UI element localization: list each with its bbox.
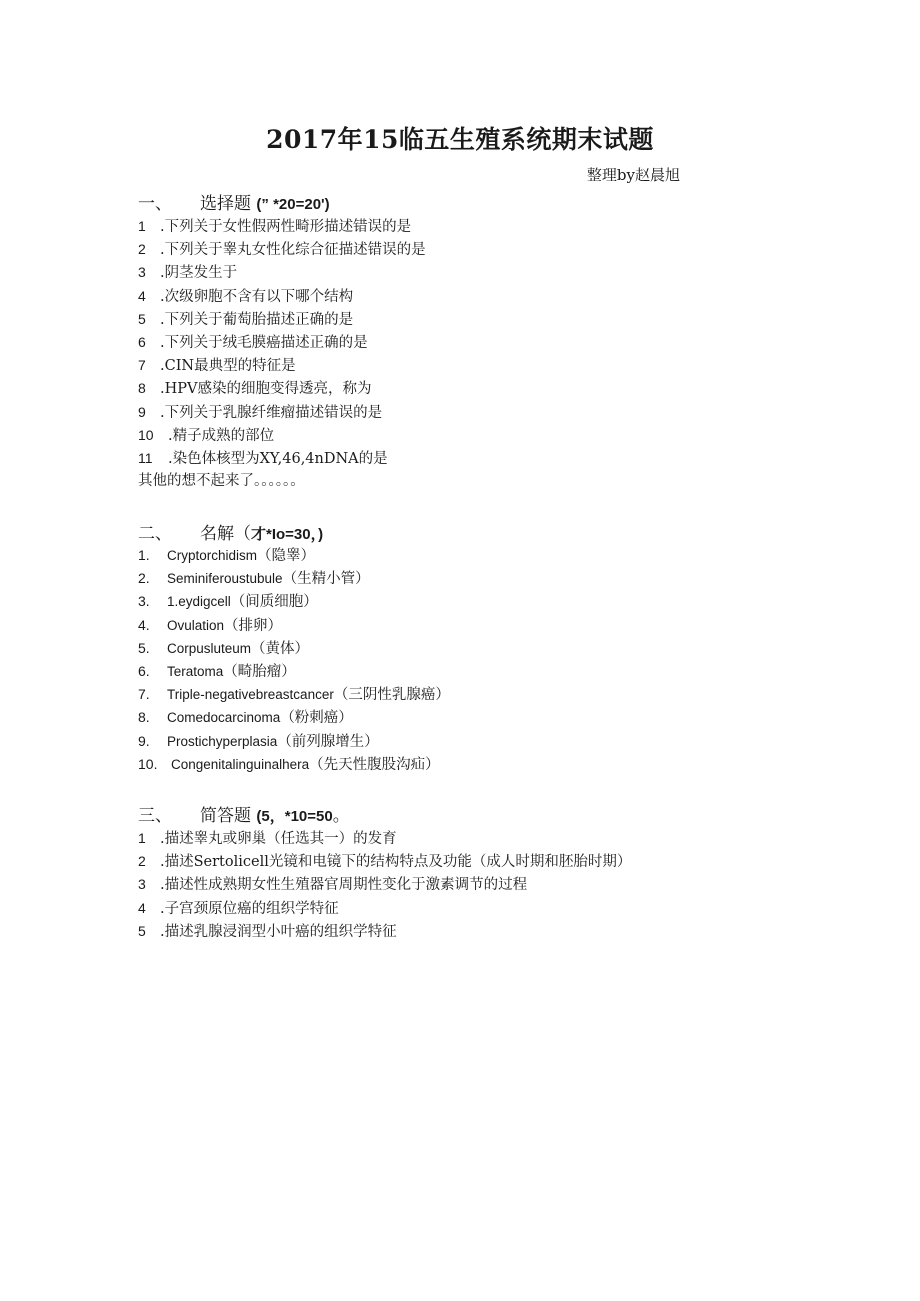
list-item: 4. Ovulation（排卵） xyxy=(138,616,283,634)
section-2-list xyxy=(138,544,450,776)
list-item: 2 .描述Sertolicell光镜和电镜下的结构特点及功能（成人时期和胚胎时期） xyxy=(138,853,632,871)
list-item: 5 .下列关于葡萄胎描述正确的是 xyxy=(138,310,354,328)
author-credit: 整理by赵晨旭 xyxy=(586,166,680,184)
section-3-tail: 。 xyxy=(332,806,350,826)
list-item: 9 .下列关于乳腺纤维瘤描述错误的是 xyxy=(138,403,383,421)
list-item: 6. Teratoma（畸胎瘤） xyxy=(138,662,296,680)
page-title: 2017年15临五生殖系统期末试题 xyxy=(266,125,654,154)
list-item: 6 .下列关于绒毛膜癌描述正确的是 xyxy=(138,333,368,351)
list-item: 1. Cryptorchidism（隐睾） xyxy=(138,547,316,564)
section-2-heading xyxy=(138,519,323,544)
list-item: 8. Comedocarcinoma（粉刺癌） xyxy=(138,709,353,727)
list-item: 7. Triple-negativebreastcancer（三阴性乳腺癌） xyxy=(138,686,450,704)
section-1-list xyxy=(138,215,426,470)
section-3-heading xyxy=(138,801,350,826)
section-3-number: 三、 xyxy=(138,806,172,826)
section-2-points: 才*Io=30，) xyxy=(251,526,324,543)
section-1-footer: 其他的想不起来了。。。。。。 xyxy=(138,473,305,489)
list-item: 3 .描述性成熟期女性生殖器官周期性变化于激素调节的过程 xyxy=(138,876,528,894)
section-3-title: 简答题 xyxy=(200,806,251,826)
section-3-points: (5，*10=50 xyxy=(256,808,333,825)
list-item: 5. Corpusluteum（黄体） xyxy=(138,639,310,657)
list-item: 9. Prostichyperplasia（前列腺增生） xyxy=(138,732,379,750)
section-1-title: 选择题 xyxy=(200,194,251,214)
section-3-list xyxy=(138,827,631,943)
list-item: 11 .染色体核型为XY,46,4nDNA的是 xyxy=(138,449,388,467)
section-1-number: 一、 xyxy=(138,194,172,214)
list-item: 3. 1.eydigcell（间质细胞） xyxy=(138,593,318,611)
section-2-number: 二、 xyxy=(138,524,172,544)
list-item: 5 .描述乳腺浸润型小叶癌的组织学特征 xyxy=(138,922,397,940)
list-item: 2 .下列关于睾丸女性化综合征描述错误的是 xyxy=(138,241,426,259)
list-item: 4 .次级卵胞不含有以下哪个结构 xyxy=(138,287,354,305)
section-1-points: (” *20=20') xyxy=(256,196,330,213)
list-item: 4 .子宫颈原位癌的组织学特征 xyxy=(138,899,339,917)
list-item: 3 .阴茎发生于 xyxy=(138,264,238,282)
list-item: 10 .精子成熟的部位 xyxy=(138,426,275,444)
list-item: 7 .CIN最典型的特征是 xyxy=(138,357,296,375)
list-item: 2. Seminiferoustubule（生精小管） xyxy=(138,570,370,588)
list-item: 1 .描述睾丸或卵巢（任选其一）的发育 xyxy=(138,830,397,847)
list-item: 8 .HPV感染的细胞变得透亮，称为 xyxy=(138,380,372,398)
section-1-heading xyxy=(138,189,330,214)
list-item: 10. Congenitalinguinalhera（先天性腹股沟疝） xyxy=(138,755,440,773)
section-2-title: 名解（ xyxy=(200,524,251,544)
list-item: 1 .下列关于女性假两性畸形描述错误的是 xyxy=(138,218,412,235)
